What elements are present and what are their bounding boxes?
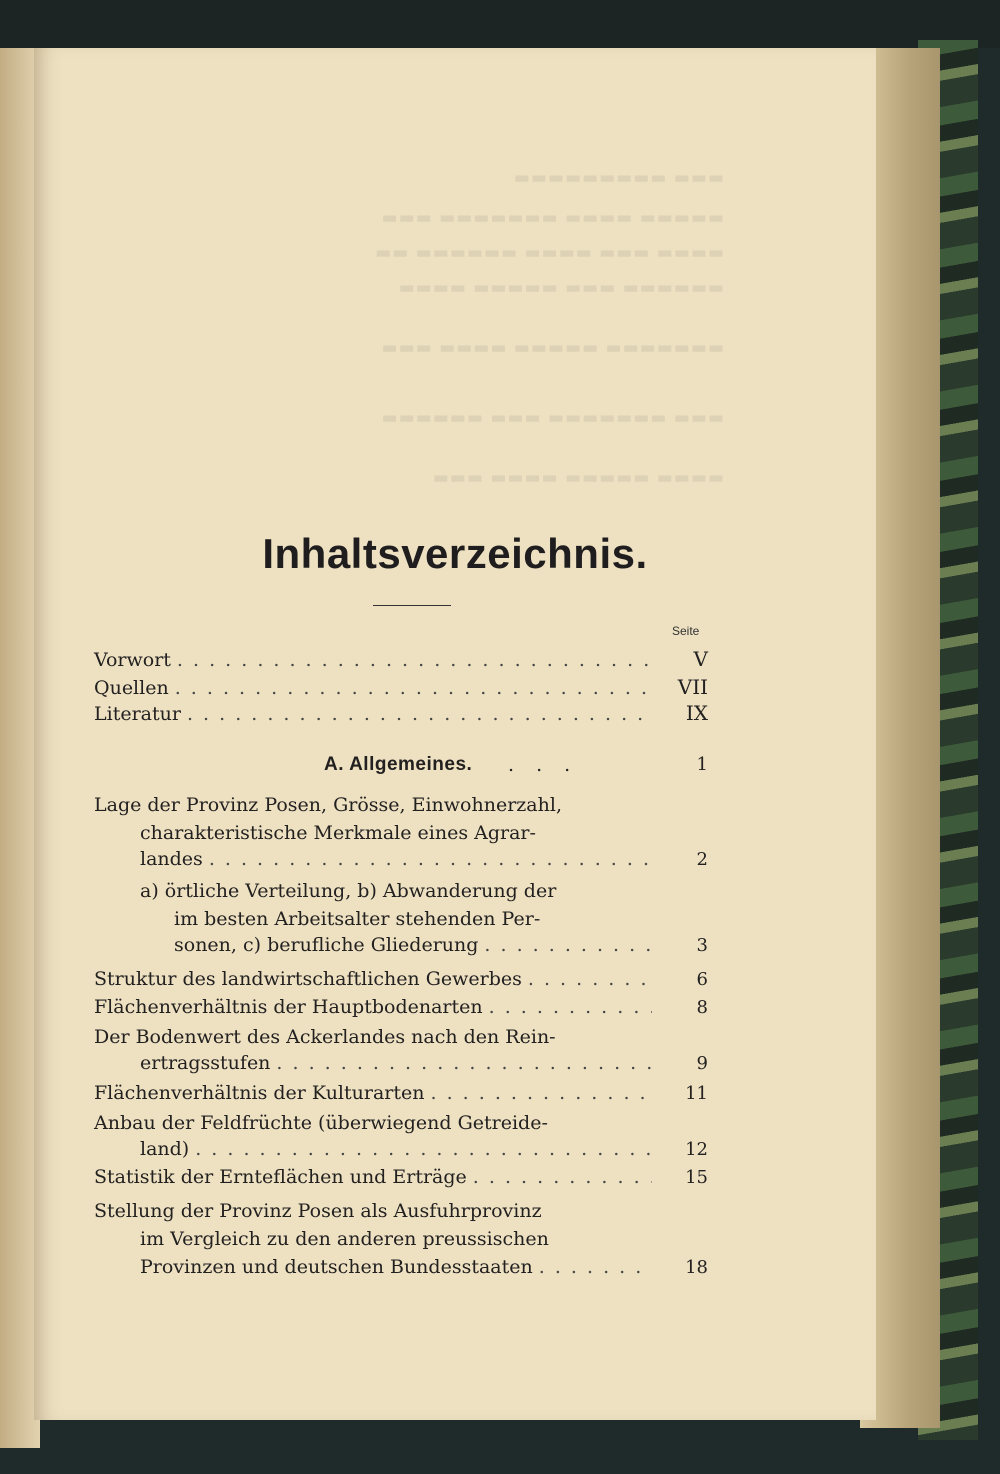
- toc-entry-provinzen: [140, 1254, 708, 1281]
- show-through-text: ▬▬▬▬ ▬▬▬ ▬▬▬▬ ▬▬▬▬▬▬ ▬▬: [374, 243, 724, 263]
- toc-entry-quellen: [94, 674, 708, 701]
- leader-dots: [187, 701, 652, 727]
- leader-dots: [489, 994, 652, 1020]
- toc-page-number: 6: [696, 969, 708, 990]
- toc-entry-kulturarten: [94, 1080, 708, 1107]
- show-through-text: ▬▬▬▬▬ ▬▬▬▬ ▬▬▬▬▬▬▬ ▬▬▬: [380, 208, 724, 228]
- toc-entry-label: ertragsstufen: [140, 1052, 271, 1074]
- toc-entry-text: Anbau der Feldfrüchte (überwiegend Getreide-: [94, 1112, 548, 1134]
- toc-page-number: 11: [685, 1083, 708, 1104]
- toc-entry-struktur: [94, 966, 708, 993]
- toc-entry-text: Lage der Provinz Posen, Grösse, Einwohnerzahl,: [94, 794, 562, 816]
- toc-entry-text: im Vergleich zu den anderen preussischen: [140, 1228, 549, 1250]
- show-through-text: ▬▬▬▬▬▬ ▬▬▬ ▬▬▬▬▬ ▬▬▬▬: [397, 278, 724, 298]
- toc-page-number: IX: [685, 701, 708, 725]
- show-through-text: ▬▬▬▬▬▬▬ ▬▬▬▬▬ ▬▬▬▬ ▬▬▬: [380, 338, 724, 358]
- leader-dots: [539, 1254, 652, 1280]
- toc-entry-text: a) örtliche Verteilung, b) Abwanderung der: [140, 880, 557, 902]
- leader-dots: [195, 1136, 652, 1162]
- toc-page-number: 3: [696, 935, 708, 956]
- toc-entry-hauptbodenarten: [94, 994, 708, 1021]
- book-cover-top: [0, 0, 1000, 48]
- toc-page-number: 1: [696, 754, 708, 775]
- toc-entry-label: Flächenverhältnis der Kulturarten: [94, 1082, 425, 1104]
- toc-entry-landes: [140, 846, 708, 873]
- toc-entry-vorwort: [94, 646, 708, 673]
- toc-entry-gliederung: [174, 932, 708, 959]
- toc-entry-label: Struktur des landwirtschaftlichen Gewerbes: [94, 968, 522, 990]
- toc-page-number: 15: [685, 1167, 708, 1188]
- page-title: Inhaltsverzeichnis.: [262, 530, 648, 577]
- show-through-text: ▬▬▬▬ ▬▬▬▬▬ ▬▬▬▬ ▬▬▬: [431, 468, 724, 488]
- leader-dots: [484, 932, 652, 958]
- toc-entry-label: Provinzen und deutschen Bundesstaaten: [140, 1256, 533, 1278]
- leader-dots: . . .: [508, 754, 579, 776]
- toc-entry-text: charakteristische Merkmale eines Agrar-: [140, 822, 536, 844]
- toc-entry-reinertragsstufen: [140, 1050, 708, 1077]
- toc-entry-text: Der Bodenwert des Ackerlandes nach den Rein-: [94, 1026, 556, 1048]
- leader-dots: [431, 1080, 653, 1106]
- toc-entry-label: Statistik der Ernteflächen und Erträge: [94, 1166, 467, 1188]
- leader-dots: [528, 966, 652, 992]
- toc-entry-feldfruechte: [140, 1136, 708, 1163]
- toc-entry-label: Quellen: [94, 677, 169, 699]
- toc-entry-statistik: [94, 1164, 708, 1191]
- toc-entry-text: im besten Arbeitsalter stehenden Per-: [174, 908, 541, 930]
- toc-page-number: V: [693, 647, 708, 671]
- toc-entry-literatur: [94, 700, 708, 727]
- toc-page-number: 18: [685, 1257, 708, 1278]
- leader-dots: [276, 1050, 652, 1076]
- show-through-text: ▬▬▬ ▬▬▬▬▬▬▬ ▬▬▬ ▬▬▬▬▬▬: [380, 408, 724, 428]
- leader-dots: [473, 1164, 652, 1190]
- section-heading: A. Allgemeines.: [324, 754, 473, 775]
- toc-page-number: 2: [696, 849, 708, 870]
- leader-dots: [175, 675, 652, 701]
- toc-entry-label: Vorwort: [94, 649, 171, 671]
- toc-page-number: VII: [677, 675, 708, 699]
- book-page: [34, 48, 876, 1420]
- toc-entry-label: land): [140, 1138, 190, 1160]
- title-divider: [373, 605, 451, 606]
- toc-entry-text: Stellung der Provinz Posen als Ausfuhrprovinz: [94, 1200, 542, 1222]
- toc-entry-label: Literatur: [94, 703, 181, 725]
- toc-page-number: 12: [685, 1139, 708, 1160]
- show-through-text: ▬▬▬ ▬▬▬▬▬▬▬▬▬: [512, 168, 724, 188]
- toc-page-number: 9: [696, 1053, 708, 1074]
- page-column-header: Seite: [672, 624, 700, 638]
- leader-dots: [177, 647, 652, 673]
- toc-entry-label: sonen, c) berufliche Gliederung: [174, 934, 479, 956]
- leader-dots: [209, 846, 652, 872]
- toc-entry-label: Flächenverhältnis der Hauptbodenarten: [94, 996, 483, 1018]
- toc-page-number: 8: [696, 997, 708, 1018]
- toc-entry-label: landes: [140, 848, 203, 870]
